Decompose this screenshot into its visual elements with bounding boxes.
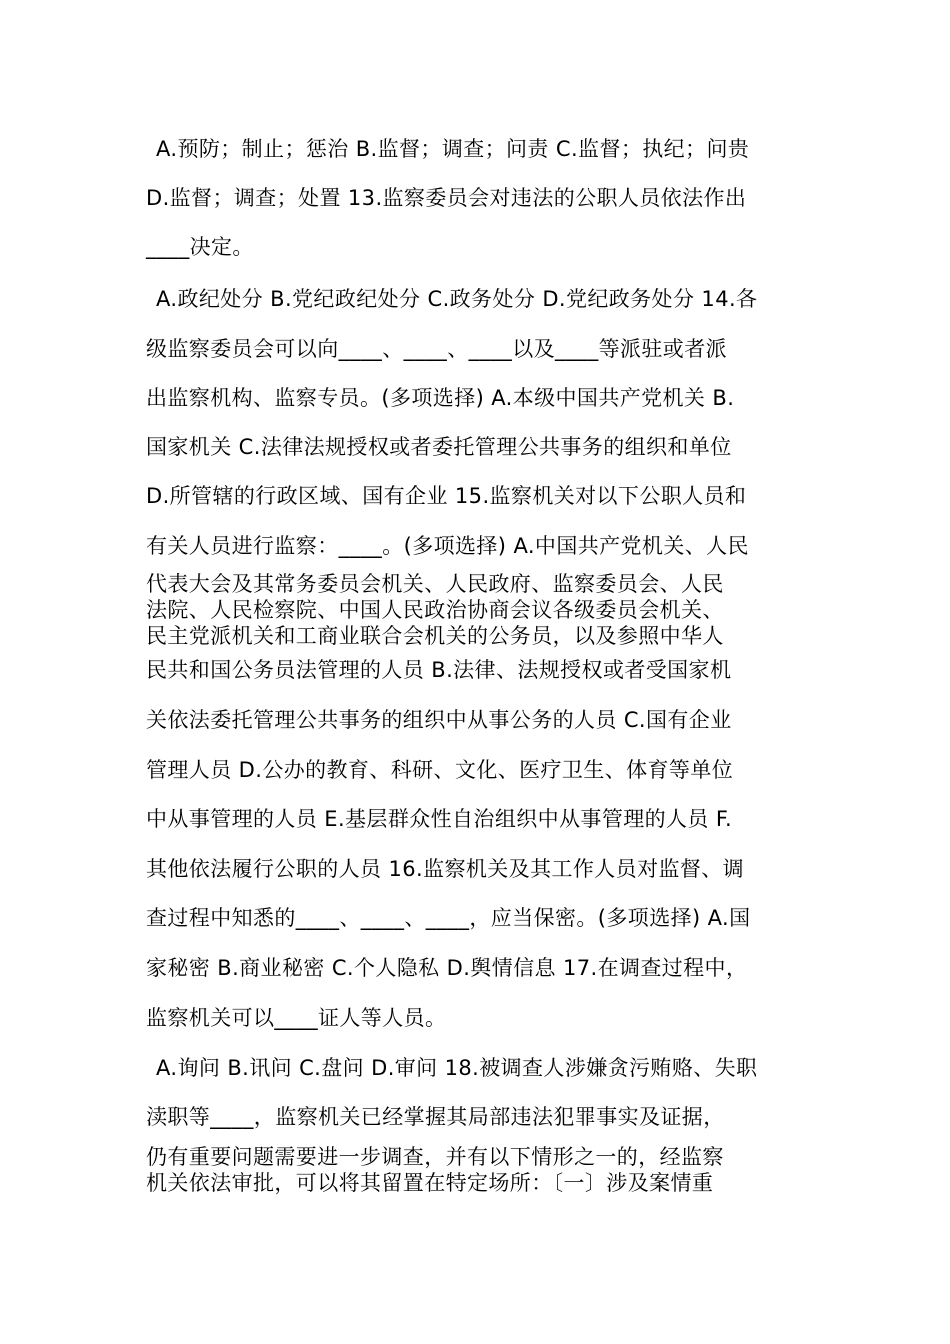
text-line: 关依法委托管理公共事务的组织中从事公务的人员 C.国有企业 [146, 708, 732, 732]
text-line: 其他依法履行公职的人员 16.监察机关及其工作人员对监督、调 [146, 857, 745, 881]
text-line: A.预防；制止；惩治 B.监督；调查；问责 C.监督；执纪；问贵 [156, 137, 750, 161]
text-line: 法院、人民检察院、中国人民政治协商会议各级委员会机关、 [146, 598, 724, 622]
text-line: 监察机关可以____证人等人员。 [146, 1006, 447, 1030]
text-line: ____决定。 [146, 235, 254, 259]
text-line: 仍有重要问题需要进一步调查，并有以下情形之一的，经监察 [146, 1145, 724, 1169]
text-line: D.监督；调查；处置 13.监察委员会对违法的公职人员依法作出 [146, 186, 747, 210]
text-line: 查过程中知悉的____、____、____，应当保密。(多项选择) A.国 [146, 906, 751, 930]
text-line: 渎职等____，监察机关已经掌握其局部违法犯罪事实及证据， [146, 1105, 725, 1129]
text-line: 出监察机构、监察专员。(多项选择) A.本级中国共产党机关 B. [146, 386, 735, 410]
text-line: A.政纪处分 B.党纪政纪处分 C.政务处分 D.党纪政务处分 14.各 [156, 287, 758, 311]
text-line: 级监察委员会可以向____、____、____以及____等派驻或者派 [146, 337, 727, 361]
text-line: 国家机关 C.法律法规授权或者委托管理公共事务的组织和单位 [146, 435, 732, 459]
text-line: 中从事管理的人员 E.基层群众性自治组织中从事管理的人员 F. [146, 807, 733, 831]
text-line: D.所管辖的行政区域、国有企业 15.监察机关对以下公职人员和 [146, 484, 747, 508]
text-line: A.询问 B.讯问 C.盘问 D.审问 18.被调查人涉嫌贪污贿赂、失职 [156, 1056, 758, 1080]
text-line: 家秘密 B.商业秘密 C.个人隐私 D.舆情信息 17.在调查过程中， [146, 956, 748, 980]
text-line: 民主党派机关和工商业联合会机关的公务员，以及参照中华人 [146, 624, 724, 648]
text-line: 机关依法审批，可以将其留置在特定场所：〔一〕涉及案情重 [146, 1171, 714, 1195]
text-line: 管理人员 D.公办的教育、科研、文化、医疗卫生、体育等单位 [146, 758, 734, 782]
text-line: 有关人员进行监察：____。(多项选择) A.中国共产党机关、人民 [146, 534, 749, 558]
text-line: 代表大会及其常务委员会机关、人民政府、监察委员会、人民 [146, 572, 724, 596]
text-line: 民共和国公务员法管理的人员 B.法律、法规授权或者受国家机 [146, 658, 732, 682]
